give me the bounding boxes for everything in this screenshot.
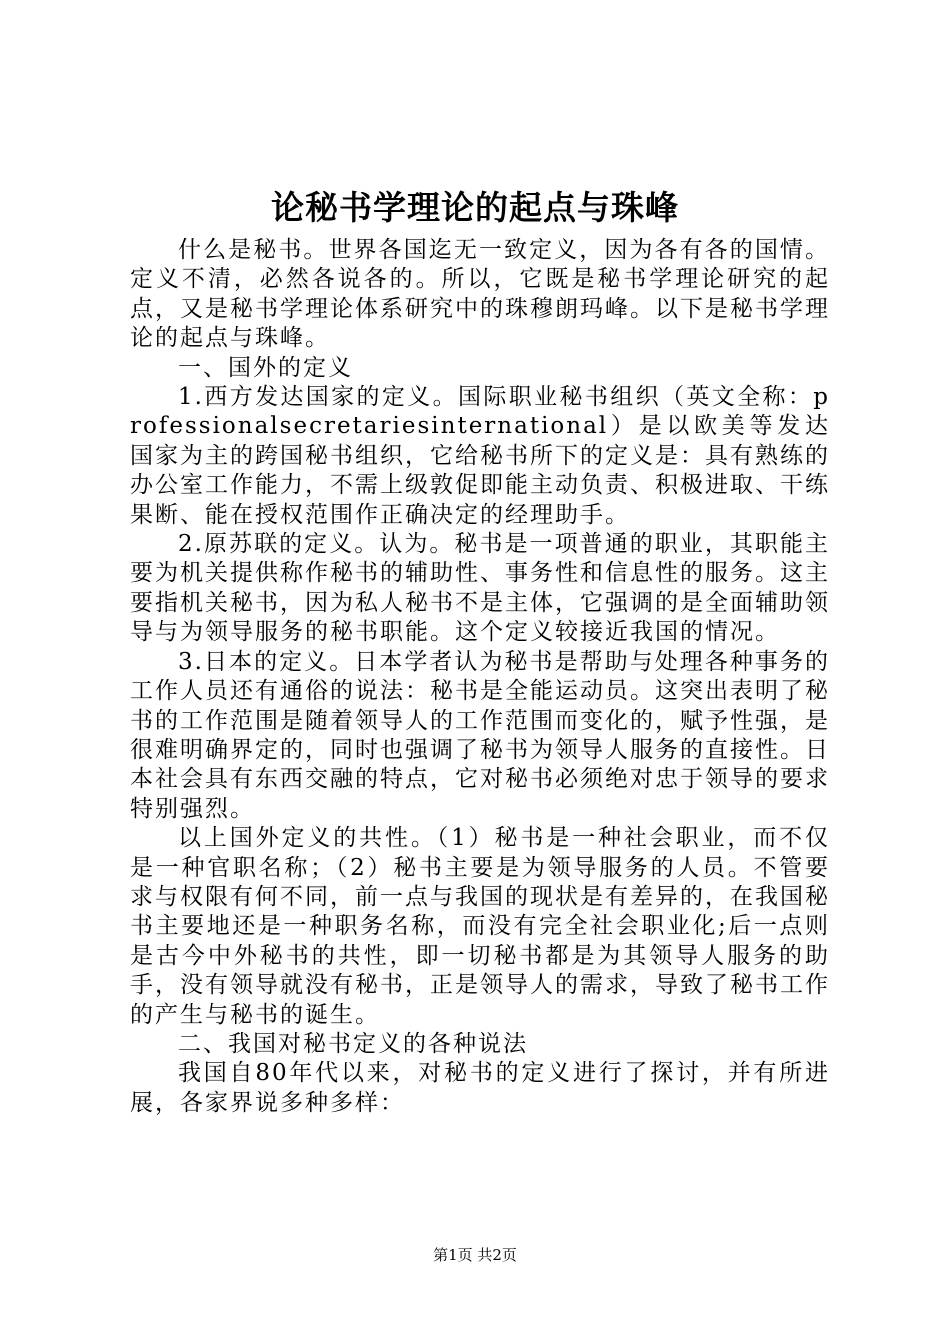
document-title: 论秘书学理论的起点与珠峰 [271, 188, 679, 227]
paragraph-common-traits: 以上国外定义的共性。（1）秘书是一种社会职业，而不仅是一种官职名称；（2）秘书主要是为领导服务的人员。不管要求与权限有何不同，前一点与我国的现状是有差异的，在我国秘书主要地还是一种职务名称，而没有完全社会职业化;后一点则是古今中外秘书的共性，即一切秘书都是为其领导人服务的助手，没有领导就没有秘书，正是领导人的需求，导致了秘书工作的产生与秘书的诞生。 [130, 825, 830, 1028]
paragraph-japan-definition: 3.日本的定义。日本学者认为秘书是帮助与处理各种事务的工作人员还有通俗的说法：秘书是全能运动员。这突出表明了秘书的工作范围是随着领导人的工作范围而变化的，赋予性强，是很难明确界定的，同时也强调了秘书为领导人服务的直接性。日本社会具有东西交融的特点，它对秘书必须绝对忠于领导的要求特别强烈。 [130, 648, 830, 822]
section-heading-domestic: 二、我国对秘书定义的各种说法 [178, 1030, 528, 1057]
paragraph-western-definition: 1.西方发达国家的定义。国际职业秘书组织（英文全称：professionalsecretariesinternational）是以欧美等发达国家为主的跨国秘书组织，它给秘书所下的定义是：具有熟练的办公室工作能力，不需上级敦促即能主动负责、积极进取、干练果断、能在授权范围作正确决定的经理助手。 [130, 384, 830, 528]
section-heading-foreign: 一、国外的定义 [178, 354, 353, 381]
paragraph-intro: 什么是秘书。世界各国迄无一致定义，因为各有各的国情。定义不清，必然各说各的。所以，它既是秘书学理论研究的起点，又是秘书学理论体系研究中的珠穆朗玛峰。以下是秘书学理论的起点与珠峰。 [130, 237, 830, 352]
paragraph-domestic-intro: 我国自80年代以来，对秘书的定义进行了探讨，并有所进展，各家界说多种多样： [130, 1060, 830, 1116]
document-body [130, 236, 830, 1118]
page-footer: 第1页 共2页 [433, 1246, 517, 1264]
paragraph-soviet-definition: 2.原苏联的定义。认为。秘书是一项普通的职业，其职能主要为机关提供称作秘书的辅助性、事务性和信息性的服务。这主要指机关秘书，因为私人秘书不是主体，它强调的是全面辅助领导与为领导服务的秘书职能。这个定义较接近我国的情况。 [130, 531, 830, 646]
